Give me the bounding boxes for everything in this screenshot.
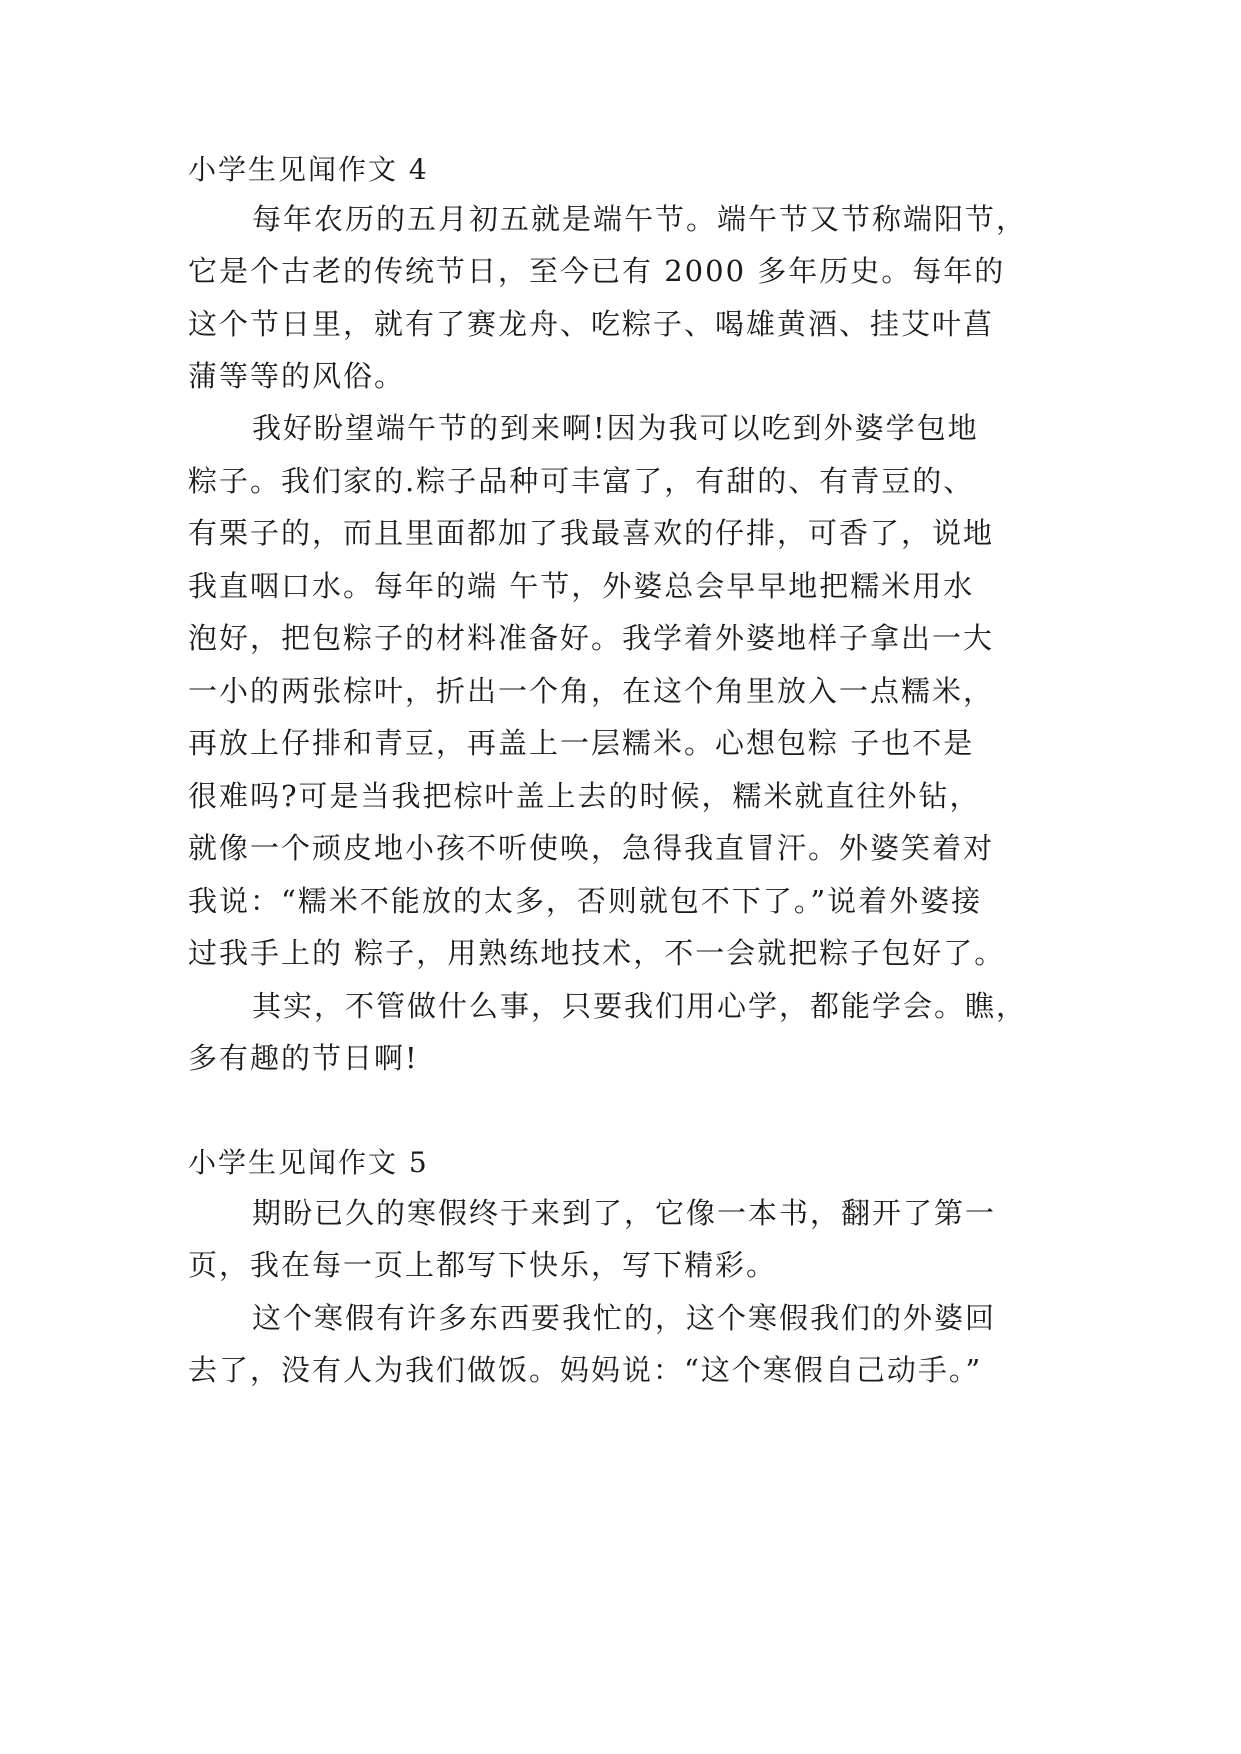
paragraph-line: 期盼已久的寒假终于来到了，它像一本书，翻开了第一 — [252, 1196, 997, 1230]
paragraph-line: 这个节日里，就有了赛龙舟、吃粽子、喝雄黄酒、挂艾叶菖 — [188, 307, 995, 341]
paragraph-line: 泡好，把包粽子的材料准备好。我学着外婆地样子拿出一大 — [188, 621, 995, 655]
paragraph-line: 每年农历的五月初五就是端午节。端午节又节称端阳节， — [252, 202, 1028, 236]
paragraph-line: 过我手上的 粽子，用熟练地技术，不一会就把粽子包好了。 — [188, 936, 1006, 970]
paragraph-line: 有栗子的，而且里面都加了我最喜欢的仔排，可香了，说地 — [188, 516, 995, 550]
paragraph-line: 很难吗?可是当我把棕叶盖上去的时候，糯米就直往外钻， — [188, 779, 981, 813]
paragraph-line: 它是个古老的传统节日，至今已有 2000 多年历史。每年的 — [188, 254, 1006, 288]
paragraph-line: 多有趣的节日啊! — [188, 1041, 419, 1075]
paragraph-line: 这个寒假有许多东西要我忙的，这个寒假我们的外婆回 — [252, 1301, 997, 1335]
paragraph-line: 我说：“糯米不能放的太多，否则就包不下了。”说着外婆接 — [188, 884, 983, 918]
section-title: 小学生见闻作文 5 — [188, 1146, 429, 1179]
paragraph-line: 页，我在每一页上都写下快乐，写下精彩。 — [188, 1248, 778, 1282]
paragraph-line: 我好盼望端午节的到来啊!因为我可以吃到外婆学包地 — [252, 411, 979, 445]
paragraph-line: 其实，不管做什么事，只要我们用心学，都能学会。瞧， — [252, 989, 1028, 1023]
paragraph-line: 就像一个顽皮地小孩不听使唤，急得我直冒汗。外婆笑着对 — [188, 831, 995, 865]
paragraph-line: 蒲等等的风俗。 — [188, 359, 406, 393]
section-title: 小学生见闻作文 4 — [188, 153, 429, 186]
paragraph-line: 再放上仔排和青豆，再盖上一层糯米。心想包粽 子也不是 — [188, 726, 975, 760]
paragraph-line: 我直咽口水。每年的端 午节，外婆总会早早地把糯米用水 — [188, 569, 975, 603]
paragraph-line: 一小的两张棕叶，折出一个角，在这个角里放入一点糯米， — [188, 674, 995, 708]
paragraph-line: 去了，没有人为我们做饭。妈妈说：“这个寒假自己动手。” — [188, 1353, 983, 1387]
paragraph-line: 粽子。我们家的.粽子品种可丰富了，有甜的、有青豆的、 — [188, 464, 975, 498]
